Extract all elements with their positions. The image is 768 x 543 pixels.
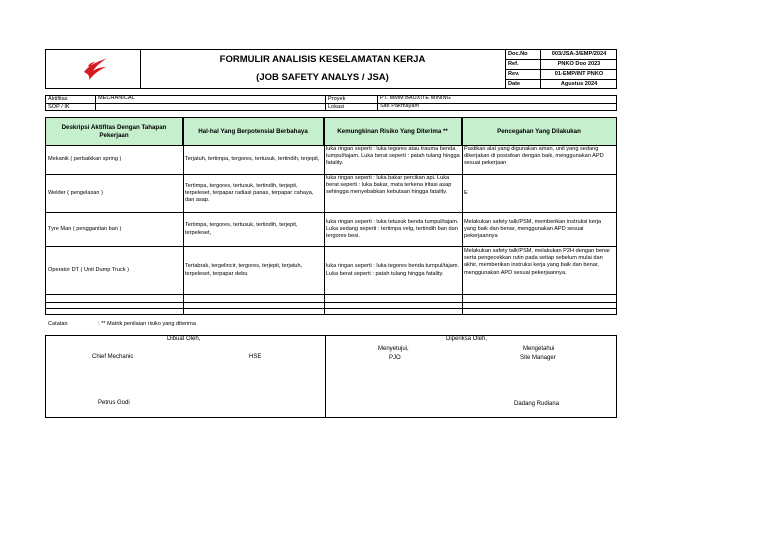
table-row-hazard: Tertimpa, tergores, tertusuk, tertindih, terjepit, terpeleset, terpapar radiasi panas, terpapar cahaya, dan asap. (185, 182, 314, 204)
table-row-activity: Tyre Man ( penggantian ban ) (48, 225, 122, 232)
table-row-hazard: Tertabrak, tergelincir, tergores, terjepit, terjatuh, terpeleset, terpapar debu (185, 263, 303, 277)
agreed-label: Menyetujui, (378, 346, 409, 352)
date-value: Agustus 2024 (560, 81, 598, 87)
column-header-activity: Deskripsi Aktifitas Dengan Tahapan Pekerjaan (46, 118, 183, 145)
table-row-hazard: Terjatuh, tertimpa, tergores, tertusuk, tertindih, terjepit, (185, 156, 320, 163)
ref-label: Ref. (508, 61, 519, 67)
aktifitas-label: Aktifitas (48, 96, 68, 102)
checked-by-label: Diperiksa Oleh, (446, 336, 488, 342)
pjo-label: PJO (389, 355, 401, 361)
lokasi-value: Site Pakmayam (380, 103, 420, 109)
note-text: : ** Matrik penilaian risiko yang diterima (98, 321, 196, 327)
note-label: Catatan (48, 321, 68, 327)
table-row-risk: luka ringan seperti : luka tegores atau trauma benda tumpul/tajam. Luka berat seperti : patah tulang hingga fatality. (326, 146, 460, 167)
rev-value: 01-EMP/INT PNKO (554, 71, 604, 77)
table-row-prevention: Pastikan alat yang digunakan aman, unit yang sedang dikerjakan di posisikan dengan baik, menggunakan APD sesuai pekerjaan (464, 146, 604, 167)
doc-no-value: 003/JSA-3/EMP/2024 (551, 51, 607, 57)
signatory-name-right: Dadang Rudiana (514, 401, 560, 407)
table-row-prevention: Melakukan safety talk/PSM, memberikan instruksi kerja yang baik dan benar, menggunakan APD sesuai pekerjaannya (464, 218, 602, 240)
rev-label: Rev. (508, 71, 520, 77)
table-row-risk: luka ringan seperti : luka tetusuk benda tumpul/tajam. Luka sedang seperti : tertimpa velg, tertindih ban dan tergores besi. (326, 218, 459, 240)
doc-no-label: Doc.No (508, 51, 528, 57)
proyek-value: PT. MMM BAUXITE MINING (380, 95, 451, 101)
table-row-activity: Operator DT ( Unit Dump Truck ) (48, 266, 130, 273)
proyek-label: Proyek (328, 96, 346, 102)
acknowledged-label: Mengetahui (523, 346, 555, 352)
column-header-hazard: Hal-hal Yang Berpotensial Berbahaya (183, 118, 324, 145)
column-header-prevention: Pencegahan Yang Dilakukan (462, 118, 616, 145)
lokasi-label: Lokasi (328, 104, 345, 110)
site-manager-label: Site Manager (520, 355, 556, 361)
hse-label: HSE (249, 354, 262, 360)
aktifitas-value: MECHANICAL (98, 95, 135, 101)
table-row-activity: Mekanik ( perbaikkan spring ) (48, 156, 122, 163)
table-row-hazard: Tertimpa, tergores, tertusuk, tertindih, terjepit, terpeleset, (185, 222, 298, 236)
column-header-risk: Kemungkinan Risiko Yang Diterima ** (324, 118, 462, 145)
date-label: Date (508, 81, 521, 87)
signatory-name-left: Petrus Godi (98, 400, 130, 406)
table-row-activity: Welder ( pengelasan ) (48, 189, 103, 196)
made-by-label: Dibuat Oleh, (167, 336, 201, 342)
company-logo (80, 54, 110, 84)
sop-label: SOP / IK (48, 104, 70, 110)
chief-mechanic-label: Chief Mechanic (92, 354, 134, 360)
table-row-prevention: Melakukan safety talk/PSM, melakukan P2H dengan benar serta pengecekkan rutin pada setiap sebelum mulai dan akhir, memberikan instruksi kerja yang baik dan benar, menggunakan APD sesuai pekerjaannya. (464, 248, 611, 276)
table-row-risk: luka ringan seperti : luka tegores benda tumpul/tajam. Luka berat seperti : patah tulang hingga fatality. (326, 263, 460, 277)
table-row-risk: luka ringan seperti : luka bakar percikan api. Luka berat seperti : luka bakar, mata terkena iritasi asap sehingga menyebabkan kebutaan hingga fatality. (326, 175, 452, 196)
ref-value: PNKO Doo 2023 (557, 61, 601, 67)
table-row-prevention: E (464, 189, 468, 196)
form-subtitle: (JOB SAFETY ANALYS / JSA) (256, 72, 389, 83)
form-title: FORMULIR ANALISIS KESELAMATAN KERJA (219, 54, 426, 65)
